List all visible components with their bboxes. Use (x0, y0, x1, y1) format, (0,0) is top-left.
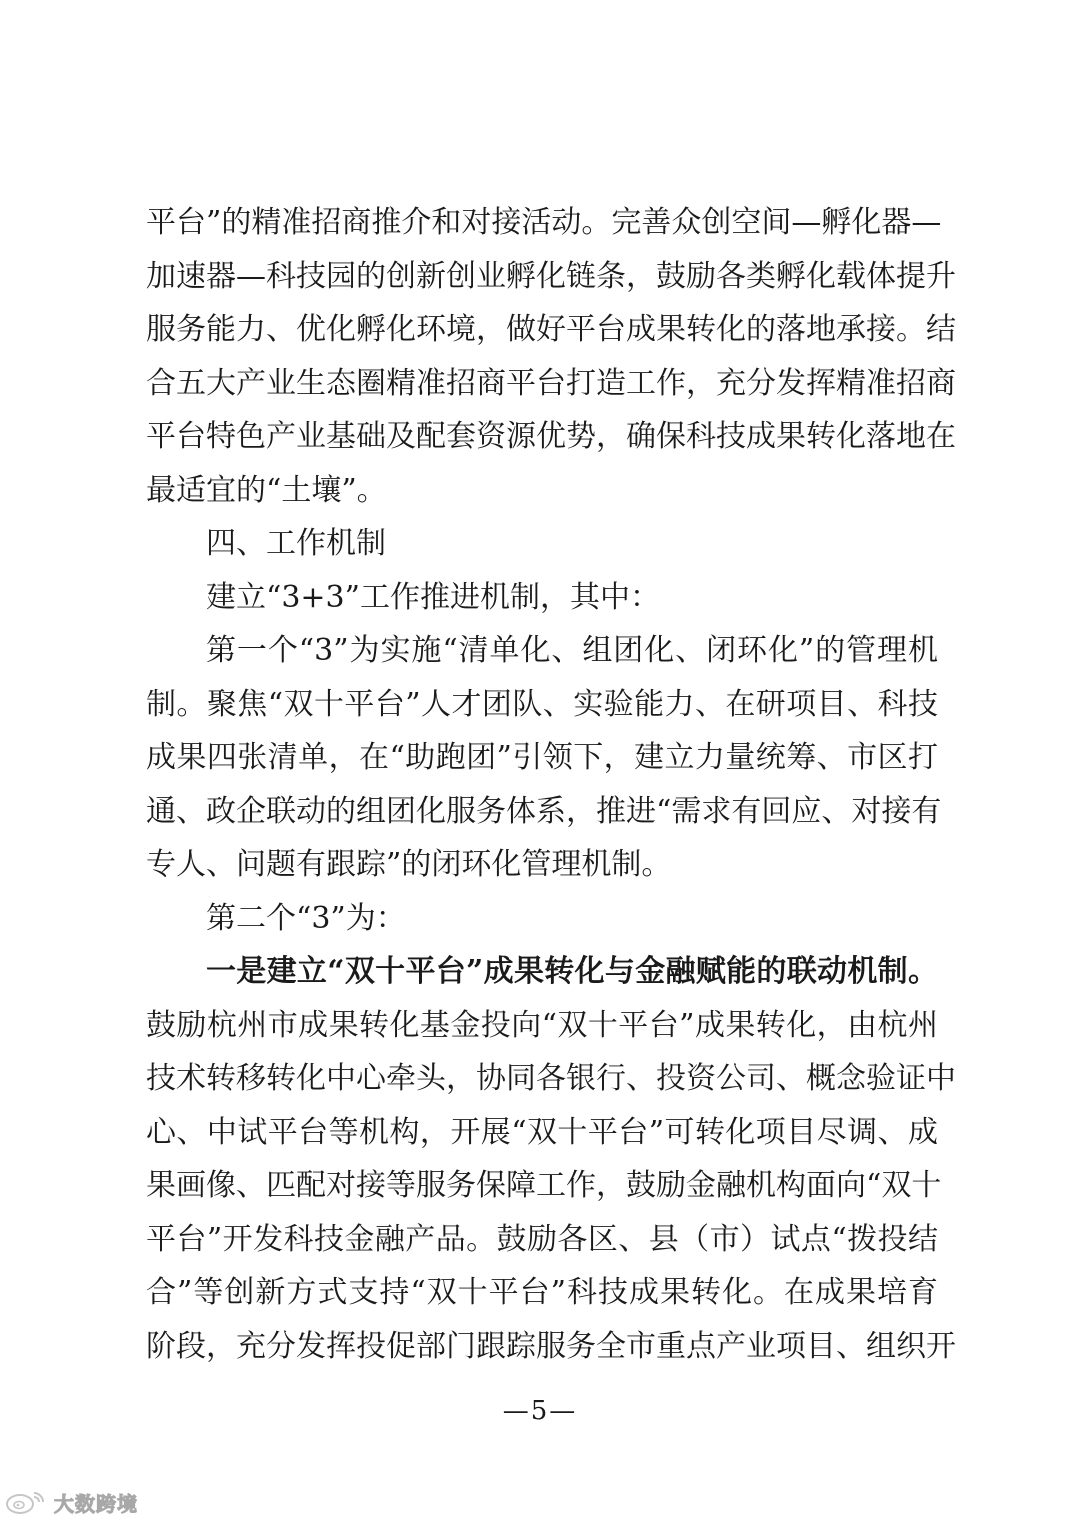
paragraph-line: 服务能力、优化孵化环境，做好平台成果转化的落地承接。结 (146, 312, 956, 347)
paragraph-line: 阶段，充分发挥投促部门跟踪服务全市重点产业项目、组织开 (146, 1328, 956, 1364)
paragraph-line: 第二个“3”为： (206, 900, 406, 936)
paragraph-line: 心、中试平台等机构，开展“双十平台”可转化项目尽调、成 (146, 1114, 938, 1150)
sina-weibo-logo-icon (4, 1489, 48, 1515)
paragraph-line: 第一个“3”为实施“清单化、组团化、闭环化”的管理机 (206, 633, 938, 668)
paragraph-line: 平台”开发科技金融产品。鼓励各区、县（市）试点“拨投结 (146, 1221, 938, 1257)
section-heading: 四、工作机制 (206, 526, 386, 561)
paragraph-line: 最适宜的“土壤”。 (146, 472, 387, 508)
bold-lead-sentence: 一是建立“双十平台”成果转化与金融赋能的联动机制。 (206, 954, 938, 989)
paragraph-line: 合”等创新方式支持“双十平台”科技成果转化。在成果培育 (146, 1275, 938, 1310)
paragraph-line: 建立“3+3”工作推进机制，其中： (206, 579, 660, 615)
paragraph-line: 平台”的精准招商推介和对接活动。完善众创空间—孵化器— (146, 205, 942, 240)
paragraph-line: 专人、问题有跟踪”的闭环化管理机制。 (146, 847, 672, 882)
paragraph-line: 通、政企联动的组团化服务体系，推进“需求有回应、对接有 (146, 793, 942, 829)
paragraph-line: 平台特色产业基础及配套资源优势，确保科技成果转化落地在 (146, 419, 956, 454)
paragraph-line: 制。聚焦“双十平台”人才团队、实验能力、在研项目、科技 (146, 686, 938, 722)
paragraph-line: 果画像、匹配对接等服务保障工作，鼓励金融机构面向“双十 (146, 1168, 942, 1203)
body-text (146, 196, 956, 1373)
paragraph-line: 加速器—科技园的创新创业孵化链条，鼓励各类孵化载体提升 (146, 258, 956, 294)
paragraph-line: 鼓励杭州市成果转化基金投向“双十平台”成果转化，由杭州 (146, 1007, 938, 1043)
watermark-text: 大数跨境 (54, 1491, 138, 1516)
watermark (4, 1486, 138, 1518)
page-number: —5— (502, 1396, 578, 1426)
paragraph-line: 成果四张清单，在“助跑团”引领下，建立力量统筹、市区打 (146, 740, 938, 775)
paragraph-line: 合五大产业生态圈精准招商平台打造工作，充分发挥精准招商 (146, 365, 956, 401)
paragraph-line: 技术转移转化中心牵头，协同各银行、投资公司、概念验证中 (146, 1061, 956, 1096)
